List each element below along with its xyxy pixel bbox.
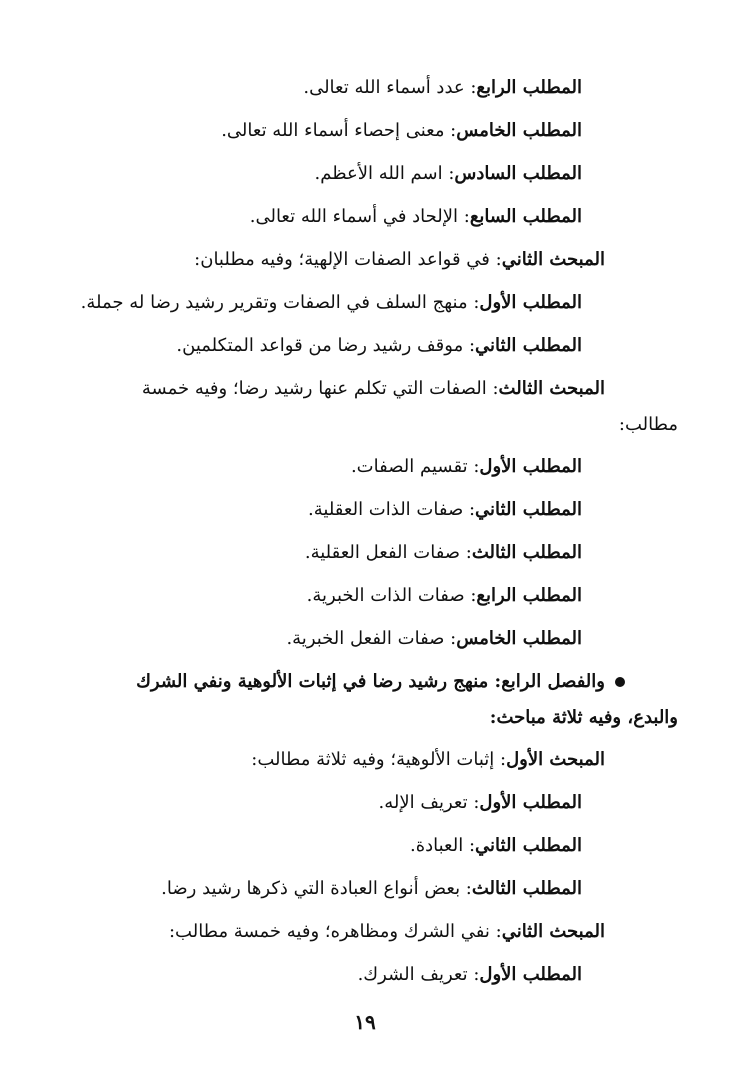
page-number: ١٩ [354, 1010, 376, 1034]
toc-line [308, 495, 582, 525]
line-label: والبدع، وفيه ثلاثة مباحث: [489, 707, 678, 728]
line-label: المطلب الأول [479, 964, 582, 985]
toc-line [142, 374, 605, 404]
line-text: : بعض أنواع العبادة التي ذكرها رشيد رضا. [161, 878, 472, 899]
line-text: : تعريف الإله. [378, 792, 480, 813]
line-label: المطلب الثاني [475, 499, 582, 520]
line-label: المطلب الخامس [456, 628, 582, 649]
line-label: المبحث الأول [506, 749, 605, 770]
line-text: : إثبات الألوهية؛ وفيه ثلاثة مطالب: [251, 749, 507, 770]
chapter-heading [136, 667, 625, 697]
line-text: : صفات الفعل العقلية. [304, 542, 472, 563]
line-text: : الإلحاد في أسماء الله تعالى. [249, 206, 470, 227]
line-text: مطالب: [618, 414, 678, 435]
line-label: المطلب الأول [479, 456, 582, 477]
toc-line [351, 452, 582, 482]
toc-line [286, 624, 582, 654]
toc-line [303, 73, 582, 103]
line-label: المطلب الثالث [471, 542, 582, 563]
line-text: : عدد أسماء الله تعالى. [303, 77, 477, 98]
toc-line [378, 788, 582, 818]
toc-line [169, 917, 605, 947]
line-text: : منهج السلف في الصفات وتقرير رشيد رضا له جملة. [80, 292, 480, 313]
line-text: : صفات الذات العقلية. [308, 499, 476, 520]
line-text: : نفي الشرك ومظاهره؛ وفيه خمسة مطالب: [168, 921, 502, 942]
line-label: المطلب الثاني [475, 335, 582, 356]
line-text: : العبادة. [409, 835, 476, 856]
line-text: : موقف رشيد رضا من قواعد المتكلمين. [176, 335, 476, 356]
line-label: والفصل الرابع [501, 671, 605, 692]
toc-line [358, 960, 582, 990]
line-label: المطلب الأول [479, 792, 582, 813]
line-label: المطلب الرابع [476, 77, 582, 98]
line-text: : منهج رشيد رضا في إثبات الألوهية ونفي الشرك [136, 671, 502, 692]
line-label: المطلب الخامس [456, 120, 582, 141]
toc-line [251, 745, 605, 775]
line-text: : تقسيم الصفات. [350, 456, 480, 477]
line-label: المبحث الثاني [501, 921, 605, 942]
line-text: : صفات الفعل الخبرية. [286, 628, 457, 649]
toc-line [307, 581, 582, 611]
toc-line [315, 159, 582, 189]
line-text: : تعريف الشرك. [357, 964, 480, 985]
line-text: : معنى إحصاء أسماء الله تعالى. [221, 120, 457, 141]
toc-line [194, 245, 605, 275]
bullet-icon [615, 677, 625, 687]
line-text: : في قواعد الصفات الإلهية؛ وفيه مطلبان: [194, 249, 502, 270]
toc-line [221, 116, 582, 146]
toc-line [250, 202, 582, 232]
toc-line [81, 288, 582, 318]
line-text: : اسم الله الأعظم. [314, 163, 455, 184]
chapter-heading-continuation [490, 703, 678, 733]
toc-line [176, 331, 582, 361]
line-label: المطلب السابع [469, 206, 582, 227]
toc-line [305, 538, 582, 568]
line-label: المطلب الثالث [471, 878, 582, 899]
toc-line [161, 874, 582, 904]
toc-line-continuation [619, 410, 678, 440]
line-label: المبحث الثالث [498, 378, 605, 399]
line-label: المطلب السادس [454, 163, 582, 184]
line-label: المطلب الرابع [476, 585, 582, 606]
line-label: المبحث الثاني [501, 249, 605, 270]
toc-line [410, 831, 582, 861]
line-text: : صفات الذات الخبرية. [306, 585, 477, 606]
line-label: المطلب الأول [479, 292, 582, 313]
line-text: : الصفات التي تكلم عنها رشيد رضا؛ وفيه خمسة [141, 378, 499, 399]
line-label: المطلب الثاني [475, 835, 582, 856]
